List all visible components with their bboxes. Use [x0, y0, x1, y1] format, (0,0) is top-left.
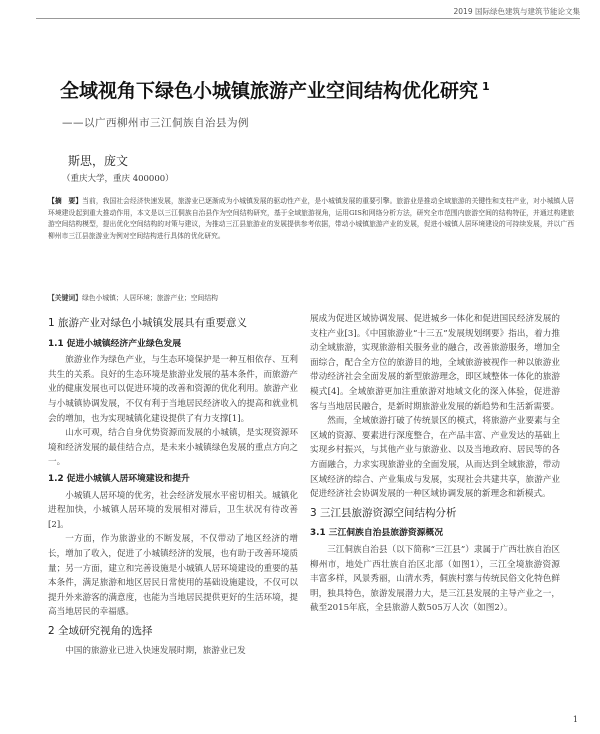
section-3-1-title: 3.1 三江侗族自治县旅游资源概况: [310, 528, 444, 539]
right-column: [310, 312, 560, 616]
abstract: [48, 196, 574, 242]
keywords-text: 绿色小城镇；人居环境；旅游产业；空间结构: [81, 294, 218, 302]
section-1-1-title: 1.1 促进小城镇经济产业绿色发展: [48, 338, 182, 349]
section-1-title: 1 旅游产业对绿色小城镇发展具有重要意义: [48, 317, 248, 329]
paragraph: 一方面，作为旅游业的不断发展，不仅带动了地区经济的增长，增加了收入，促进了小城镇经济的发展，也有助于改善环境质量；另一方面，建立和完善设施是小城镇人居环境建设的重要的基本条件，满足旅游和地区居民日常使用的基础设施建设，不仅可以提升外来游客的满意度，也能为当地居民提供更好的生活环境，提高当地居民的幸福感。: [48, 534, 298, 618]
header-rule: [36, 18, 580, 19]
keywords: [48, 292, 574, 302]
section-2-title: 2 全域研究视角的选择: [48, 624, 153, 637]
paragraph: 山水可观，结合自身优势资源而发展的小城镇，是实现资源环境和经济发展的最佳结合点，是未来小城镇绿色发展的重点方向之一。: [48, 428, 298, 468]
left-column: [48, 312, 298, 659]
paper-title: [60, 76, 490, 103]
section-1-2-title: 1.2 促进小城镇人居环境建设和提升: [48, 473, 190, 484]
paragraph: 然而，全域旅游打破了传统景区的模式，将旅游产业要素与全区域的资源、要素进行深度整合，在产品丰富、产业发达的基础上实现乡村振兴，与其他产业与旅游业、以及当地政府、居民等的各方面融合，力求实现旅游业的全面发展，从而达到全域旅游，带动区域经济的综合、产业集成与发展，实现社会共建共享，旅游产业促进经济社会协调发展的一种区域协调发展的新理念和新模式。: [310, 416, 560, 500]
page-number: 1: [572, 715, 578, 724]
paper-subtitle: ——以广西柳州市三江侗族自治县为例: [62, 117, 249, 129]
paper-title-text: 全域视角下绿色小城镇旅游产业空间结构优化研究: [60, 80, 479, 102]
paragraph: 中国的旅游业已进入快速发展时期，旅游业已发: [65, 646, 246, 657]
abstract-text: 当前，我国社会经济快速发展，旅游业已逐渐成为小城镇发展的驱动性产业，是小城镇发展的重要引擎。旅游业是推动全域旅游的关键性和支柱产业，对小城镇人居环境建设起到重大推动作用，本文是以三江侗族自治县作为空间结构研究，基于全域旅游视角，运用GIS和网络分析方法，研究全市范围内旅游空间的结构特征，并通过构建旅游空间结构模型，提出优化空间结构的对策与建议，为推动三江县旅游业的发展提供参考依据，带动小城镇旅游产业的发展，促进小城镇人居环境建设的可持续发展，并以广西柳州市三江县旅游业为例对空间结构进行具体的优化研究。: [48, 197, 575, 240]
keywords-label: 【关键词】: [48, 294, 82, 302]
paragraph: 展成为促进区域协调发展、促进城乡一体化和促进国民经济发展的支柱产业[3]。《中国旅游业“十三五”发展规划纲要》指出，着力推动全域旅游，实现旅游相关服务业的融合，改善旅游服务，增加全面综合，配合全方位的旅游目的地，全域旅游被视作一种以旅游业带动经济社会全面发展的新型旅游理念，即区域整体一体化的旅游模式[4]。全域旅游更加注重旅游对地域文化的深入体验，促进游客与当地居民融合，是新时期旅游业发展的新趋势和生活新需要。: [310, 314, 560, 412]
affiliation: （重庆大学，重庆 400000）: [62, 174, 174, 184]
section-3-title: 3 三江县旅游资源空间结构分析: [310, 506, 457, 519]
paragraph: 三江侗族自治县（以下简称“三江县”）隶属于广西壮族自治区柳州市，地处广西壮族自治区北部（如图1），三江全境旅游资源丰富多样，风景秀丽，山清水秀，侗族村寨与传统民俗文化特色鲜明，独具特色，旅游发展潜力大，是三江县发展的主导产业之一，截至2015年底，全县旅游人数505万人次（如图2）。: [310, 544, 560, 614]
abstract-label: 【摘 要】: [48, 197, 83, 205]
paragraph: 旅游业作为绿色产业，与生态环境保护是一种互相依存、互利共生的关系。良好的生态环境是旅游业发展的基本条件，而旅游产业的健康发展也可以促进环境的改善和资源的优化利用。旅游产业与小城镇协调发展，不仅有利于当地居民经济收入的提高和就业机会的增加，也为实现城镇化建设提供了有力支撑[1]。: [48, 355, 298, 424]
title-footnote-mark: 1: [482, 79, 490, 93]
authors: 斯思，庞文: [68, 154, 129, 168]
paragraph: 小城镇人居环境的优劣，社会经济发展水平密切相关。城镇化进程加快，小城镇人居环境的发展相对滞后，卫生状况有待改善[2]。: [48, 490, 298, 530]
running-header: 2019 国际绿色建筑与建筑节能论文集: [453, 7, 580, 16]
